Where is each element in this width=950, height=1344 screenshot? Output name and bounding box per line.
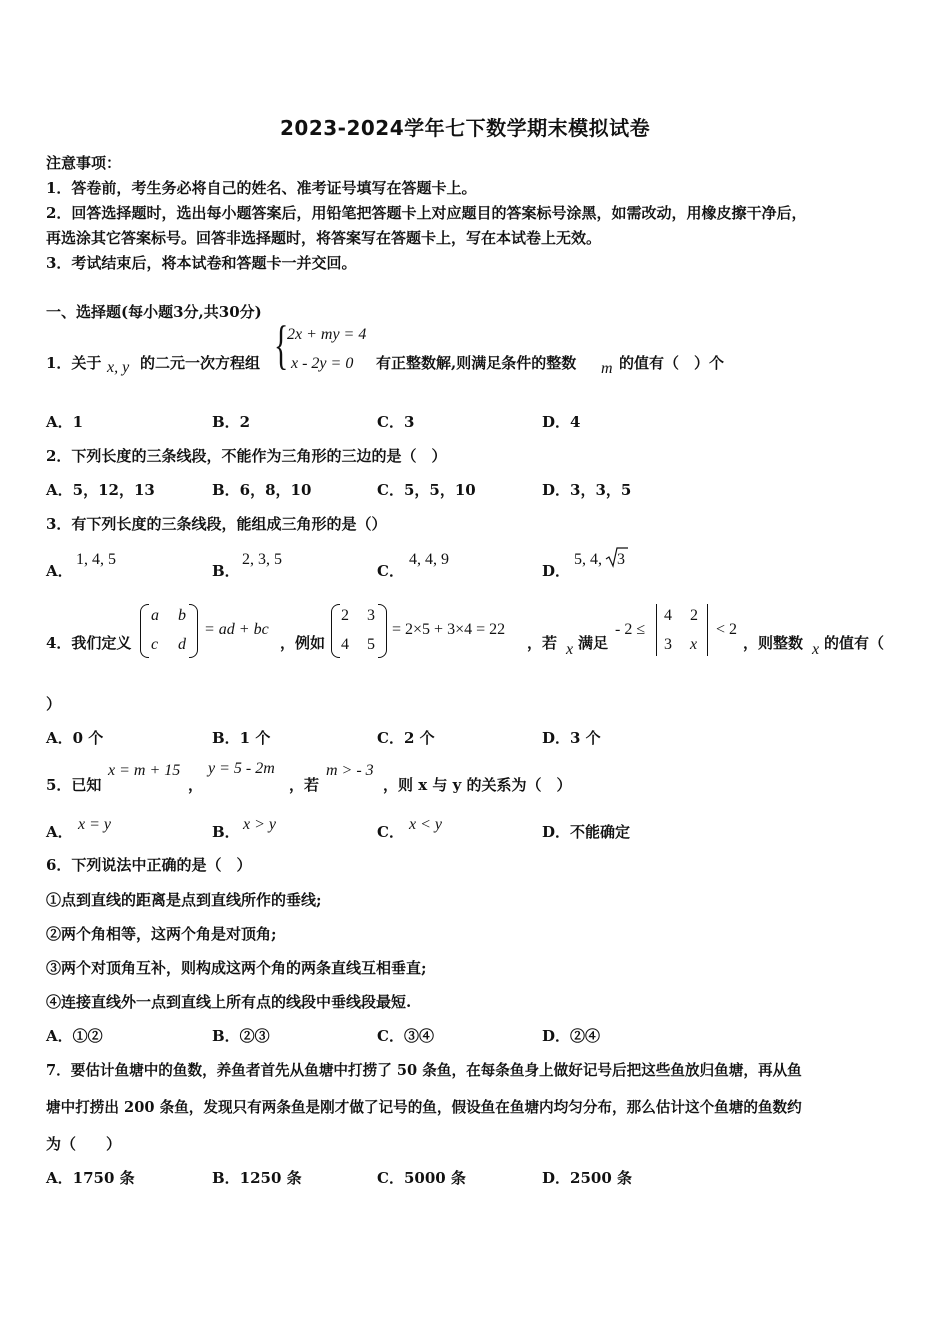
q1-suffix1: 有正整数解,则满足条件的整数: [376, 354, 577, 372]
matrix-cell: 3: [664, 636, 672, 653]
matrix-cell: 5: [367, 636, 375, 653]
matrix-cell: 2: [341, 607, 349, 624]
q5-suffix: ，则 x 与 y 的关系为（ ）: [383, 776, 572, 794]
q7-stem-line: 为（ ）: [46, 1135, 122, 1153]
q5-option-a-value: x = y: [78, 816, 111, 833]
q7-option-b[interactable]: B．1250 条: [212, 1169, 302, 1187]
q1-brace: {: [274, 315, 289, 375]
q6-option-d[interactable]: D．②④: [542, 1027, 601, 1045]
q7-option-a[interactable]: A．1750 条: [46, 1169, 135, 1187]
q4-example-result: = 2×5 + 3×4 = 22: [392, 621, 506, 638]
q4-close-paren: ）: [46, 695, 62, 713]
q1-option-d[interactable]: D．4: [542, 413, 581, 431]
notice-item: 2．回答选择题时，选出每小题答案后，用铅笔把答题卡上对应题目的答案标号涂黑，如需改动，用橡皮擦干净后，: [46, 204, 807, 222]
q7-stem-line: 7．要估计鱼塘中的鱼数，养鱼者首先从鱼塘中打捞了 50 条鱼，在每条鱼身上做好记号后把这些鱼放归鱼塘，再从鱼: [46, 1062, 802, 1079]
q6-statement: ①点到直线的距离是点到直线所作的垂线;: [46, 891, 322, 909]
q1-vars: x, y: [107, 359, 130, 376]
q2-option-a[interactable]: A．5，12，13: [46, 481, 155, 499]
q5-prefix: 5．已知: [46, 776, 102, 794]
matrix-cell: b: [178, 607, 186, 624]
q6-option-a[interactable]: A．①②: [46, 1027, 103, 1045]
q4-option-c[interactable]: C．2 个: [377, 729, 435, 747]
q4-ineq-right: < 2: [716, 621, 738, 638]
q3-option-d-label[interactable]: D．: [542, 562, 571, 580]
q5-comma: ，: [188, 776, 204, 794]
matrix-cell: a: [151, 607, 159, 624]
q2-option-b[interactable]: B．6，8，10: [212, 481, 312, 499]
notice-heading: 注意事项：: [46, 154, 122, 172]
q4-ineq-left: - 2 ≤: [615, 621, 646, 638]
matrix-cell: d: [178, 636, 186, 653]
q1-prefix: 1．关于: [46, 354, 102, 372]
q3-sqrt-arg: 3: [617, 551, 625, 568]
q1-option-c[interactable]: C．3: [377, 413, 415, 431]
q4-option-d[interactable]: D．3 个: [542, 729, 601, 747]
q6-stem: 6．下列说法中正确的是（ ）: [46, 856, 252, 874]
q2-stem: 2．下列长度的三条线段，不能作为三角形的三边的是（ ）: [46, 447, 447, 465]
q1-option-a[interactable]: A．1: [46, 413, 84, 431]
q5-option-c-value: x < y: [409, 816, 442, 833]
notice-item: 3．考试结束后，将本试卷和答题卡一并交回。: [46, 254, 357, 272]
q4-tail1: ，则整数: [743, 634, 804, 652]
q3-option-d-value: 5, 4,: [574, 551, 602, 568]
q4-prefix: 4．我们定义: [46, 634, 132, 652]
q3-option-a-value: 1, 4, 5: [76, 551, 116, 568]
q4-cond-mid: 满足: [578, 634, 609, 652]
q4-var-x2: x: [812, 641, 820, 658]
q3-option-c-label[interactable]: C．: [377, 562, 404, 580]
q5-mid: ，若: [289, 776, 320, 794]
q4-example-matrix: [331, 604, 387, 658]
q3-option-b-value: 2, 3, 5: [242, 551, 282, 568]
q7-option-c[interactable]: C．5000 条: [377, 1169, 466, 1187]
q5-option-b-value: x > y: [243, 816, 276, 833]
matrix-cell: c: [151, 636, 159, 653]
page-title: 2023-2024学年七下数学期末模拟试卷: [280, 116, 651, 140]
q4-def-matrix: [140, 604, 198, 658]
section-heading: 一、选择题(每小题3分,共30分): [46, 303, 262, 321]
q3-option-c-value: 4, 4, 9: [409, 551, 449, 568]
q3-option-a-label[interactable]: A．: [46, 562, 73, 580]
q4-cond-prefix: ，若: [527, 634, 558, 652]
q5-expr2: y = 5 - 2m: [208, 760, 275, 777]
matrix-cell: 4: [341, 636, 349, 653]
q4-example-label: ，例如: [280, 634, 326, 652]
q4-det-matrix: [654, 604, 710, 658]
q4-var-x: x: [566, 641, 574, 658]
q1-var-m: m: [601, 360, 613, 377]
q2-option-c[interactable]: C．5，5，10: [377, 481, 476, 499]
q1-suffix2: 的值有（ ）个: [619, 354, 725, 372]
q5-expr1: x = m + 15: [108, 762, 181, 779]
notice-item: 再选涂其它答案标号。回答非选择题时，将答案写在答题卡上，写在本试卷上无效。: [46, 229, 602, 247]
q3-stem: 3．有下列长度的三条线段，能组成三角形的是（）: [46, 515, 387, 533]
matrix-cell: x: [690, 636, 698, 653]
q6-statement: ③两个对顶角互补，则构成这两个角的两条直线互相垂直;: [46, 959, 427, 977]
q1-eq2: x - 2y = 0: [291, 355, 354, 372]
q6-option-c[interactable]: C．③④: [377, 1027, 434, 1045]
q2-option-d[interactable]: D．3，3，5: [542, 481, 632, 499]
q1-mid: 的二元一次方程组: [140, 354, 261, 372]
q6-statement: ④连接直线外一点到直线上所有点的线段中垂线段最短.: [46, 993, 412, 1011]
q4-option-a[interactable]: A．0 个: [46, 729, 104, 747]
q5-option-b-label[interactable]: B．: [212, 823, 240, 841]
q6-statement: ②两个角相等，这两个角是对顶角;: [46, 925, 277, 943]
q5-option-a-label[interactable]: A．: [46, 823, 73, 841]
q4-tail2: 的值有（: [824, 634, 885, 652]
q4-option-b[interactable]: B．1 个: [212, 729, 271, 747]
q4-def-result: = ad + bc: [204, 621, 269, 638]
q6-option-b[interactable]: B．②③: [212, 1027, 270, 1045]
q7-option-d[interactable]: D．2500 条: [542, 1169, 632, 1187]
notice-item: 1．答卷前，考生务必将自己的姓名、准考证号填写在答题卡上。: [46, 179, 477, 197]
q3-option-b-label[interactable]: B．: [212, 562, 240, 580]
q1-option-b[interactable]: B．2: [212, 413, 251, 431]
matrix-cell: 4: [664, 607, 672, 624]
matrix-cell: 2: [690, 607, 698, 624]
q7-stem-line: 塘中打捞出 200 条鱼，发现只有两条鱼是刚才做了记号的鱼，假设鱼在鱼塘内均匀分布，那么估计这个鱼塘的鱼数约: [46, 1099, 802, 1116]
matrix-cell: 3: [367, 607, 375, 624]
q5-expr3: m > - 3: [326, 762, 374, 779]
q5-option-d[interactable]: D．不能确定: [542, 823, 631, 841]
q1-eq1: 2x + my = 4: [287, 326, 367, 343]
q5-option-c-label[interactable]: C．: [377, 823, 404, 841]
